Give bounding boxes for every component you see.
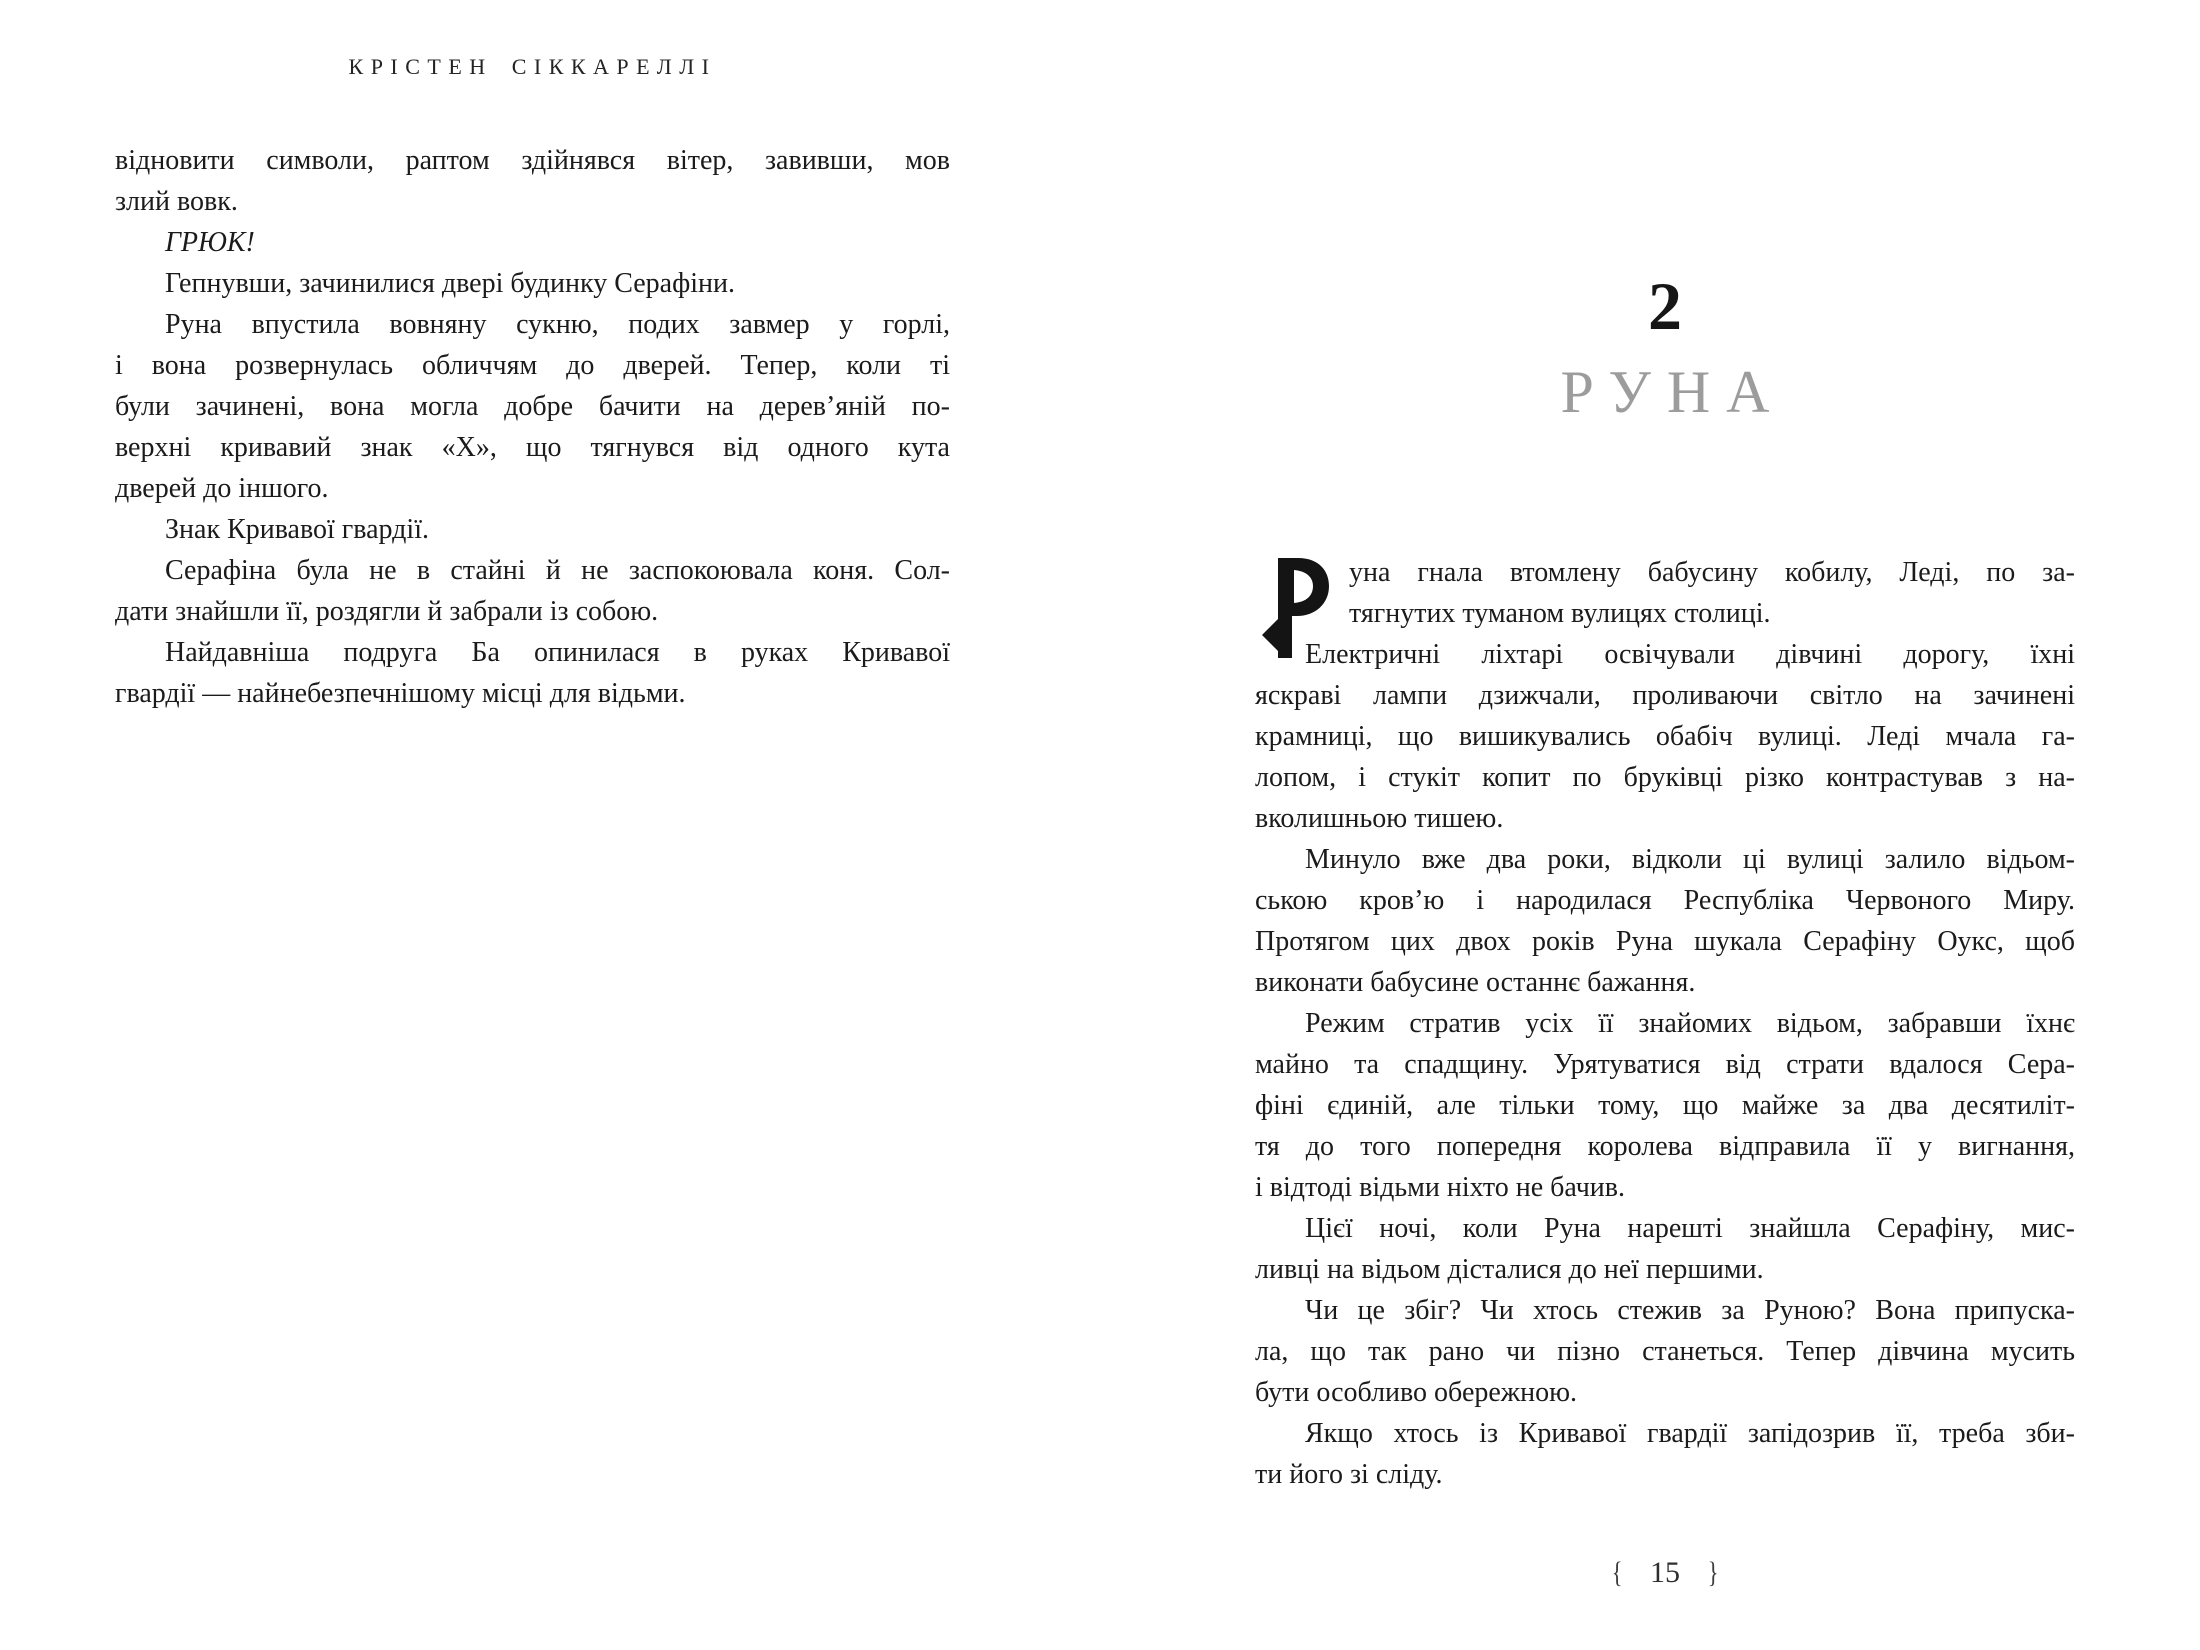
paragraph <box>1255 1290 2075 1413</box>
page-number <box>1255 1556 2075 1590</box>
paragraph <box>115 509 950 550</box>
paragraph <box>1255 634 2075 839</box>
running-head: КРІСТЕН СІККАРЕЛЛІ <box>348 54 717 79</box>
paragraph <box>1255 1208 2075 1290</box>
paragraph <box>115 263 950 304</box>
text-line: і відтоді відьми ніхто не бачив. <box>1255 1172 1626 1203</box>
text-line: дати знайшли її, роздягли й забрали із собою. <box>115 596 659 627</box>
text-line: і вона розвернулась обличчям до дверей. Тепер, коли ті <box>115 350 950 381</box>
text-line: яскраві лампи дзижчали, проливаючи світло на зачинені <box>1255 680 2075 711</box>
paragraph <box>115 222 950 263</box>
paragraph <box>1255 1413 2075 1495</box>
drop-cap <box>1255 555 1333 661</box>
paragraph <box>115 632 950 714</box>
text-line: майно та спадщину. Урятуватися від страти вдалося Сера- <box>1255 1049 2075 1080</box>
text-line: Електричні ліхтарі освічували дівчині дорогу, їхні <box>1305 639 2075 670</box>
text-line: виконати бабусине останнє бажання. <box>1255 967 1696 998</box>
text-line: Серафіна була не в стайні й не заспокоювала коня. Сол- <box>165 555 950 586</box>
text-line: Найдавніша подруга Ба опинилася в руках Кривавої <box>165 637 950 668</box>
text-line: злий вовк. <box>115 186 238 217</box>
text-line: гвардії — найнебезпечнішому місці для відьми. <box>115 678 686 709</box>
text-line: лопом, і стукіт копит по бруківці різко контрастував з на- <box>1255 762 2075 793</box>
paragraph <box>1255 839 2075 1003</box>
text-line: Протягом цих двох років Руна шукала Серафіну Оукс, щоб <box>1255 926 2075 957</box>
paragraph <box>1255 552 2075 634</box>
text-line: Гепнувши, зачинилися двері будинку Серафіни. <box>165 268 735 299</box>
text-line: Знак Кривавої гвардії. <box>165 514 429 545</box>
text-line: були зачинені, вона могла добре бачити на дерев’яній по- <box>115 391 950 422</box>
folio-number: 15 <box>1650 1556 1680 1589</box>
text-line: верхні кривавий знак «Х», що тягнувся від одного кута <box>115 432 950 463</box>
text-line: ГРЮК! <box>165 227 255 258</box>
paragraph <box>115 550 950 632</box>
text-line: ливці на відьом дісталися до неї першими. <box>1255 1254 1764 1285</box>
text-line: крамниці, що вишикувались обабіч вулиці. Леді мчала га- <box>1255 721 2075 752</box>
text-line: бути особливо обережною. <box>1255 1377 1578 1408</box>
text-line: дверей до іншого. <box>115 473 329 504</box>
chapter-number: 2 <box>1648 268 1682 344</box>
paragraph <box>115 140 950 222</box>
text-line: ти його зі сліду. <box>1255 1459 1443 1490</box>
text-line: тягнутих туманом вулицях столиці. <box>1349 598 1771 629</box>
text-line: тя до того попередня королева відправила її у вигнання, <box>1255 1131 2075 1162</box>
left-page-body <box>115 140 950 714</box>
right-page-body <box>1255 552 2075 1495</box>
text-line: вколишньою тишею. <box>1255 803 1504 834</box>
drop-cap-glyph <box>1255 555 1333 661</box>
paragraph <box>115 304 950 509</box>
text-line: Якщо хтось із Кривавої гвардії запідозрив її, треба зби- <box>1305 1418 2075 1449</box>
text-line: Руна впустила вовняну сукню, подих завмер у горлі, <box>165 309 950 340</box>
chapter-title: РУНА <box>1560 359 1786 425</box>
text-line: ла, що так рано чи пізно станеться. Тепер дівчина мусить <box>1255 1336 2075 1367</box>
folio-open-brace: { <box>1611 1556 1623 1589</box>
text-line: Минуло вже два роки, відколи ці вулиці залило відьом- <box>1305 844 2075 875</box>
text-line: Режим стратив усіх її знайомих відьом, забравши їхнє <box>1305 1008 2075 1039</box>
text-line: уна гнала втомлену бабусину кобилу, Леді, по за- <box>1349 557 2075 588</box>
text-line: Чи це збіг? Чи хтось стежив за Руною? Вона припуска- <box>1305 1295 2075 1326</box>
text-line: відновити символи, раптом здійнявся вітер, завивши, мов <box>115 145 950 176</box>
text-line: фіні єдиній, але тільки тому, що майже за два десятиліт- <box>1255 1090 2075 1121</box>
paragraph <box>1255 1003 2075 1208</box>
folio-close-brace: } <box>1707 1556 1719 1589</box>
text-line: Цієї ночі, коли Руна нарешті знайшла Серафіну, мис- <box>1305 1213 2075 1244</box>
text-line: ською кров’ю і народилася Республіка Червоного Миру. <box>1255 885 2075 916</box>
